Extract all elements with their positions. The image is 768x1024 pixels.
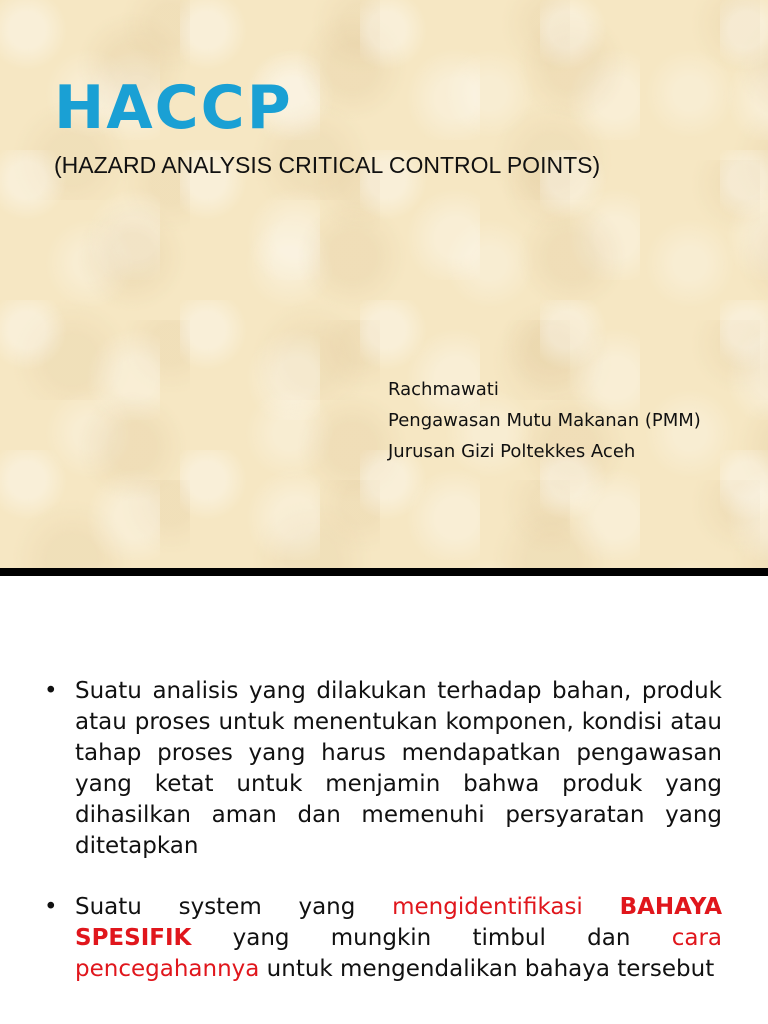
bullet-icon: • bbox=[44, 894, 58, 920]
bullet-text-plain: Suatu system yang bbox=[75, 894, 393, 920]
bullet-item-definition-2 bbox=[42, 892, 722, 985]
highlight-mengidentifikasi: mengidentifikasi bbox=[392, 894, 583, 920]
bullet-item-definition-1 bbox=[42, 676, 722, 862]
institution-name: Jurusan Gizi Poltekkes Aceh bbox=[388, 441, 636, 462]
course-name: Pengawasan Mutu Makanan (PMM) bbox=[388, 410, 701, 431]
slide-subtitle: (HAZARD ANALYSIS CRITICAL CONTROL POINTS) bbox=[54, 152, 601, 178]
highlight-bahaya-spesifik: BAHAYA SPESIFIK bbox=[75, 894, 722, 951]
bullet-text-space bbox=[583, 894, 620, 920]
bullet-text-plain: untuk mengendalikan bahaya tersebut bbox=[259, 956, 715, 982]
content-slide bbox=[0, 576, 768, 1024]
bullet-list bbox=[42, 676, 722, 985]
author-block bbox=[388, 374, 701, 467]
bullet-text-plain: yang mungkin timbul dan bbox=[191, 925, 672, 951]
author-name: Rachmawati bbox=[388, 379, 499, 400]
slide-title: HACCP bbox=[54, 73, 293, 143]
bullet-text: Suatu analisis yang dilakukan terhadap bahan, produk atau proses untuk menentukan komponen, kondisi atau tahap proses yang harus mendapatkan pengawasan yang ketat untuk menjamin bahwa produk yang dihasilkan aman dan memenuhi persyaratan yang ditetapkan bbox=[75, 678, 722, 859]
bullet-icon: • bbox=[44, 678, 58, 704]
highlight-cara-pencegahannya: cara pencegahannya bbox=[75, 925, 722, 982]
slide-divider bbox=[0, 568, 768, 576]
